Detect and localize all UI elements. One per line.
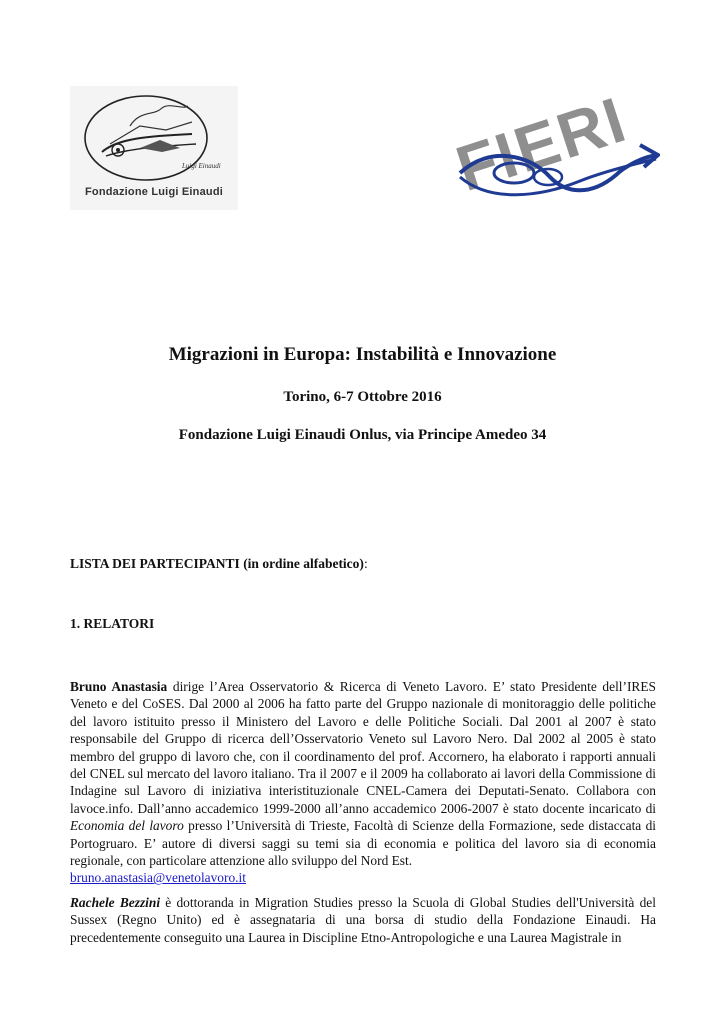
einaudi-logo-caption: Fondazione Luigi Einaudi xyxy=(84,186,223,198)
bio-text: è dottoranda in Migration Studies presso la Scuola di Global Studies dell'Università del Sussex (Regno Unito) ed è assegnataria di una borsa di studio della Fondazione Einaudi. Ha precedentemente conseguito una Laurea in Discipline Etno-Antropologiche e una Laurea Magistrale in xyxy=(70,895,656,945)
bio-text-part-2: presso l’Università di Trieste, Facoltà di Scienze della Formazione, sede distaccata di Portogruaro. E’ autore di diversi saggi su temi sia di economia e politica del lavoro sia di economia regionale, con particolare attenzione allo sviluppo del Nord Est. xyxy=(70,818,656,869)
bio-bruno-anastasia xyxy=(70,678,656,887)
bio-text-part-1: dirige l’Area Osservatorio & Ricerca di Veneto Lavoro. E’ stato Presidente dell’IRES Veneto e del CoSES. Dal 2000 al 2006 ha fatto parte del Gruppo nazionale di monitoraggio delle politiche del lavoro istituito presso il Ministero del Lavoro e delle Politiche Sociali. Dal 2001 al 2007 è stato responsabile del Gruppo di ricerca dell’Osservatorio Veneto sul Lavoro Nero. Dal 2002 al 2005 è stato membro del gruppo di lavoro che, con il coordinamento del prof. Accornero, ha elaborato i rapporti annuali del CNEL sul mercato del lavoro italiano. Tra il 2007 e il 2009 ha collaborato ai lavori della Commissione di Indagine sul Lavoro di iniziativa interistituzionale CNEL-Camera dei Deputati-Senato. Collabora con lavoce.info. Dall’anno accademico 1999-2000 all’anno accademico 2006-2007 è stato docente incaricato di xyxy=(70,679,656,816)
event-venue: Fondazione Luigi Einaudi Onlus, via Principe Amedeo 34 xyxy=(178,427,547,443)
einaudi-script-text: Luigi Einaudi xyxy=(182,162,221,170)
fondazione-einaudi-logo xyxy=(70,86,238,210)
fieri-logo-text: FIERI xyxy=(447,85,636,206)
bio-rachele-bezzini xyxy=(70,894,656,946)
participants-heading-colon: : xyxy=(363,556,368,571)
person-name: Bruno Anastasia xyxy=(70,679,168,694)
participants-list-heading xyxy=(70,556,368,572)
fieri-logo-icon xyxy=(440,85,660,215)
document-title: Migrazioni in Europa: Instabilità e Innovazione xyxy=(168,344,557,365)
person-name: Rachele Bezzini xyxy=(70,895,161,910)
participants-heading-main: LISTA DEI PARTECIPANTI xyxy=(70,556,240,571)
section-heading-relatori: 1. RELATORI xyxy=(70,616,155,631)
course-name: Economia del lavoro xyxy=(70,818,184,834)
fieri-logo xyxy=(440,85,660,215)
participants-heading-paren: (in ordine alfabetico) xyxy=(243,556,364,571)
event-date: Torino, 6-7 Ottobre 2016 xyxy=(283,389,442,405)
email-link[interactable]: bruno.anastasia@venetolavoro.it xyxy=(70,870,246,886)
